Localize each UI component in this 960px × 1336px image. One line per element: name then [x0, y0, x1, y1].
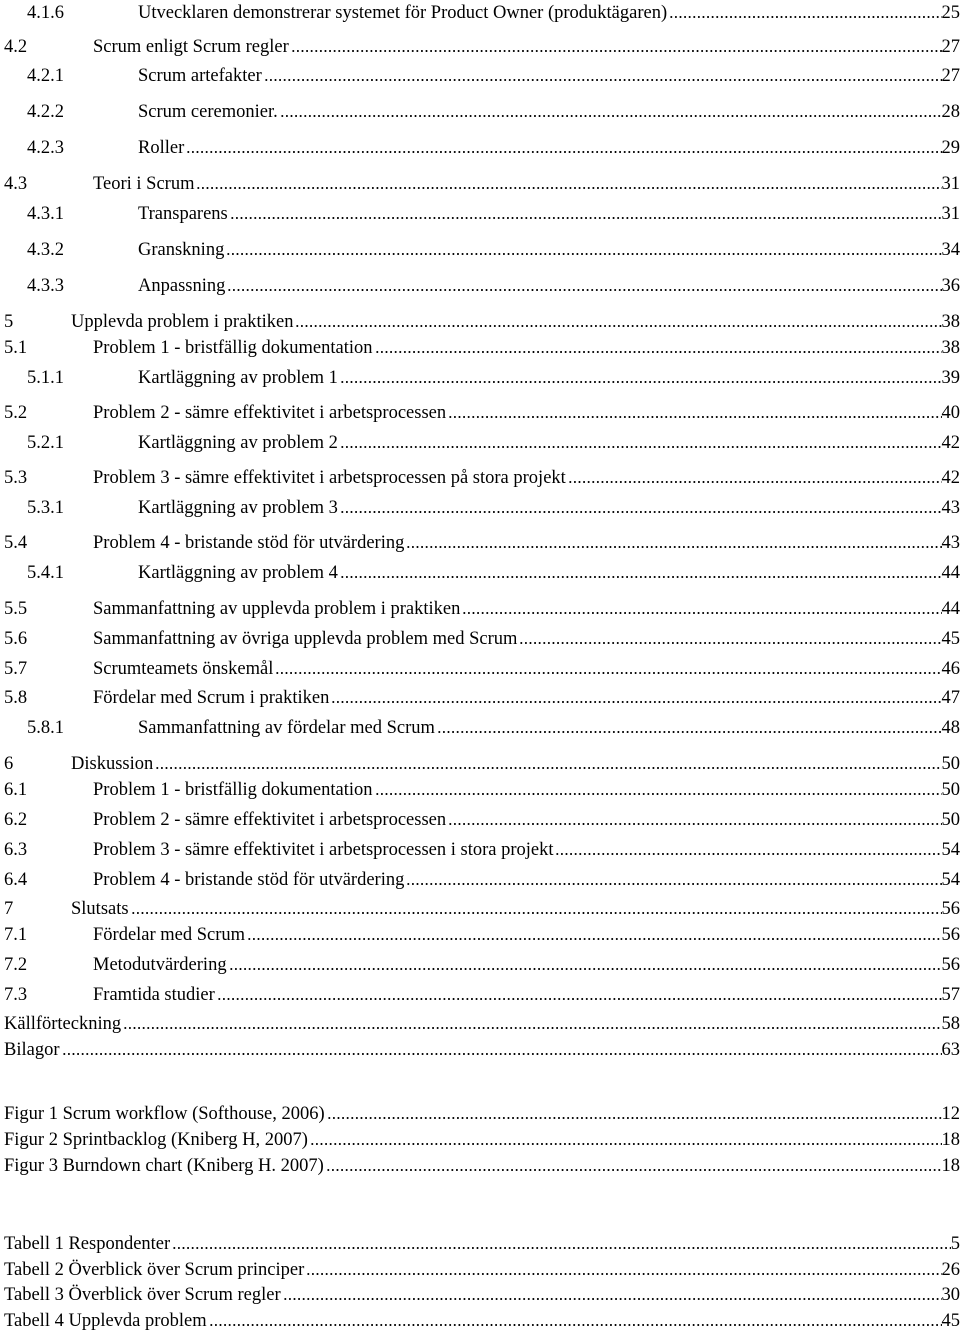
- section-number: 4.2.1: [27, 66, 64, 86]
- section-title: Problem 1 - bristfällig dokumentation: [93, 780, 373, 800]
- toc-entry[interactable]: [0, 898, 960, 920]
- section-title: Problem 2 - sämre effektivitet i arbetsprocessen: [93, 810, 447, 830]
- page-number: 56: [941, 925, 960, 945]
- section-title: Problem 4 - bristande stöd för utvärdering: [93, 533, 405, 553]
- toc-entry[interactable]: [0, 779, 960, 801]
- toc-entry[interactable]: [0, 809, 960, 831]
- dot-leader: [406, 545, 941, 549]
- page-number: 27: [941, 66, 960, 86]
- section-number: 4.3.3: [27, 276, 64, 296]
- section-number: 5.1.1: [27, 368, 64, 388]
- toc-entry[interactable]: [0, 954, 960, 976]
- section-title: Slutsats: [71, 899, 129, 919]
- dot-leader: [310, 1142, 942, 1146]
- section-number: 5.2: [4, 403, 28, 423]
- page-number: 44: [941, 563, 960, 583]
- section-title: Scrumteamets önskemål: [93, 659, 274, 679]
- dot-leader: [568, 480, 942, 484]
- page-number: 50: [941, 754, 960, 774]
- section-number: 4.2.2: [27, 102, 64, 122]
- section-title: Källförteckning: [4, 1014, 122, 1034]
- section-number: 4.2.3: [27, 138, 64, 158]
- figure-title: Figur 2 Sprintbacklog (Kniberg H, 2007): [4, 1130, 308, 1150]
- page-number: 48: [941, 718, 960, 738]
- page-number: 39: [941, 368, 960, 388]
- section-number: 5: [4, 312, 14, 332]
- section-number: 5.8: [4, 688, 28, 708]
- section-number: 6: [4, 754, 14, 774]
- dot-leader: [229, 967, 942, 971]
- page-number: 56: [941, 899, 960, 919]
- section-title: Transparens: [138, 204, 228, 224]
- section-number: 7.1: [4, 925, 28, 945]
- page-number: 42: [941, 433, 960, 453]
- figure-title: Figur 3 Burndown chart (Kniberg H. 2007): [4, 1156, 324, 1176]
- table-entry[interactable]: [0, 1310, 960, 1332]
- dot-leader: [669, 15, 941, 19]
- section-title: Kartläggning av problem 1: [138, 368, 338, 388]
- page-number: 43: [941, 533, 960, 553]
- table-entry[interactable]: [0, 1259, 960, 1281]
- dot-leader: [306, 1272, 941, 1276]
- section-title: Fördelar med Scrum i praktiken: [93, 688, 330, 708]
- section-number: 4.3.2: [27, 240, 64, 260]
- toc-entry[interactable]: [0, 402, 960, 424]
- page-number: 57: [941, 985, 960, 1005]
- toc-entry[interactable]: [0, 101, 960, 123]
- dot-leader: [247, 937, 941, 941]
- section-number: 7.3: [4, 985, 28, 1005]
- dot-leader: [123, 1026, 941, 1030]
- section-title: Scrum artefakter: [138, 66, 262, 86]
- section-title: Problem 4 - bristande stöd för utvärdering: [93, 870, 405, 890]
- page-number: 58: [941, 1014, 960, 1034]
- section-title: Scrum ceremonier.: [138, 102, 278, 122]
- page-number: 47: [941, 688, 960, 708]
- dot-leader: [326, 1168, 942, 1172]
- dot-leader: [331, 700, 941, 704]
- section-title: Problem 3 - sämre effektivitet i arbetsprocessen i stora projekt: [93, 840, 554, 860]
- table-title: Tabell 3 Överblick över Scrum regler: [4, 1285, 281, 1305]
- dot-leader: [375, 350, 942, 354]
- section-title: Scrum enligt Scrum regler: [93, 37, 289, 57]
- dot-leader: [375, 792, 942, 796]
- section-title: Problem 1 - bristfällig dokumentation: [93, 338, 373, 358]
- page-number: 40: [941, 403, 960, 423]
- dot-leader: [196, 186, 941, 190]
- section-title: Diskussion: [71, 754, 154, 774]
- section-number: 7: [4, 899, 14, 919]
- section-number: 6.1: [4, 780, 28, 800]
- toc-entry[interactable]: [0, 839, 960, 861]
- section-title: Problem 2 - sämre effektivitet i arbetsprocessen: [93, 403, 447, 423]
- dot-leader: [448, 822, 941, 826]
- toc-entry[interactable]: [0, 36, 960, 58]
- dot-leader: [226, 252, 941, 256]
- page-number: 38: [941, 338, 960, 358]
- page-number: 30: [941, 1285, 960, 1305]
- dot-leader: [283, 1297, 942, 1301]
- section-title: Utvecklaren demonstrerar systemet för Product Owner (produktägaren): [138, 3, 668, 23]
- page-number: 25: [941, 3, 960, 23]
- section-title: Kartläggning av problem 3: [138, 498, 338, 518]
- toc-entry[interactable]: [0, 137, 960, 159]
- section-number: 4.3: [4, 174, 28, 194]
- section-number: 4.2: [4, 37, 28, 57]
- page-number: 54: [941, 870, 960, 890]
- page-number: 31: [941, 204, 960, 224]
- toc-entry[interactable]: [0, 2, 960, 24]
- section-number: 6.4: [4, 870, 28, 890]
- dot-leader: [227, 288, 941, 292]
- page-number: 44: [941, 599, 960, 619]
- toc-entry[interactable]: [0, 1039, 960, 1061]
- page-number: 45: [941, 629, 960, 649]
- toc-entry[interactable]: [0, 1013, 960, 1035]
- section-number: 4.3.1: [27, 204, 64, 224]
- section-number: 5.2.1: [27, 433, 64, 453]
- dot-leader: [291, 49, 942, 53]
- page-number: 45: [941, 1311, 960, 1331]
- page-number: 50: [941, 810, 960, 830]
- page-number: 18: [941, 1130, 960, 1150]
- section-number: 6.2: [4, 810, 28, 830]
- dot-leader: [340, 380, 942, 384]
- section-number: 5.3.1: [27, 498, 64, 518]
- section-title: Fördelar med Scrum: [93, 925, 246, 945]
- figure-entry[interactable]: [0, 1155, 960, 1177]
- section-number: 5.7: [4, 659, 28, 679]
- section-number: 5.6: [4, 629, 28, 649]
- dot-leader: [264, 78, 942, 82]
- figure-entry[interactable]: [0, 1103, 960, 1125]
- dot-leader: [437, 730, 942, 734]
- section-title: Kartläggning av problem 2: [138, 433, 338, 453]
- dot-leader: [155, 766, 941, 770]
- table-title: Tabell 4 Upplevda problem: [4, 1311, 207, 1331]
- section-number: 5.8.1: [27, 718, 64, 738]
- section-title: Sammanfattning av övriga upplevda problem med Scrum: [93, 629, 518, 649]
- toc-entry[interactable]: [0, 687, 960, 709]
- dot-leader: [186, 150, 941, 154]
- section-number: 5.5: [4, 599, 28, 619]
- section-title: Framtida studier: [93, 985, 215, 1005]
- toc-entry[interactable]: [0, 497, 960, 519]
- page-number: 42: [941, 468, 960, 488]
- toc-entry[interactable]: [0, 467, 960, 489]
- section-number: 7.2: [4, 955, 28, 975]
- table-title: Tabell 1 Respondenter: [4, 1234, 171, 1254]
- dot-leader: [280, 114, 942, 118]
- section-number: 5.3: [4, 468, 28, 488]
- section-title: Metodutvärdering: [93, 955, 227, 975]
- toc-entry[interactable]: [0, 628, 960, 650]
- page-number: 63: [941, 1040, 960, 1060]
- page-number: 50: [941, 780, 960, 800]
- toc-entry[interactable]: [0, 432, 960, 454]
- toc-entry[interactable]: [0, 753, 960, 775]
- page-number: 27: [941, 37, 960, 57]
- figure-entry[interactable]: [0, 1129, 960, 1151]
- toc-entry[interactable]: [0, 984, 960, 1006]
- page-number: 29: [941, 138, 960, 158]
- page-number: 18: [941, 1156, 960, 1176]
- dot-leader: [448, 415, 941, 419]
- toc-entry[interactable]: [0, 532, 960, 554]
- page-number: 43: [941, 498, 960, 518]
- section-title: Granskning: [138, 240, 225, 260]
- toc-entry[interactable]: [0, 275, 960, 297]
- dot-leader: [172, 1246, 951, 1250]
- page-number: 34: [941, 240, 960, 260]
- page-number: 28: [941, 102, 960, 122]
- page-number: 54: [941, 840, 960, 860]
- dot-leader: [131, 911, 942, 915]
- page-number: 56: [941, 955, 960, 975]
- page-number: 31: [941, 174, 960, 194]
- page-number: 36: [941, 276, 960, 296]
- section-number: 6.3: [4, 840, 28, 860]
- dot-leader: [462, 611, 941, 615]
- dot-leader: [217, 997, 942, 1001]
- dot-leader: [406, 882, 941, 886]
- section-number: 5.1: [4, 338, 28, 358]
- dot-leader: [275, 671, 941, 675]
- dot-leader: [555, 852, 941, 856]
- toc-entry[interactable]: [0, 239, 960, 261]
- section-title: Roller: [138, 138, 185, 158]
- section-number: 5.4.1: [27, 563, 64, 583]
- toc-entry[interactable]: [0, 367, 960, 389]
- figure-title: Figur 1 Scrum workflow (Softhouse, 2006): [4, 1104, 325, 1124]
- toc-entry[interactable]: [0, 717, 960, 739]
- dot-leader: [340, 445, 942, 449]
- toc-entry[interactable]: [0, 924, 960, 946]
- section-title: Upplevda problem i praktiken: [71, 312, 294, 332]
- section-title: Bilagor: [4, 1040, 60, 1060]
- toc-entry[interactable]: [0, 311, 960, 333]
- dot-leader: [62, 1052, 942, 1056]
- table-entry[interactable]: [0, 1284, 960, 1306]
- toc-entry[interactable]: [0, 203, 960, 225]
- page-number: 5: [950, 1234, 960, 1254]
- section-title: Problem 3 - sämre effektivitet i arbetsprocessen på stora projekt: [93, 468, 566, 488]
- section-title: Sammanfattning av fördelar med Scrum: [138, 718, 435, 738]
- toc-entry[interactable]: [0, 65, 960, 87]
- toc-entry[interactable]: [0, 658, 960, 680]
- toc-entry[interactable]: [0, 173, 960, 195]
- section-number: 4.1.6: [27, 3, 64, 23]
- toc-entry[interactable]: [0, 562, 960, 584]
- dot-leader: [209, 1323, 942, 1327]
- page-number: 26: [941, 1260, 960, 1280]
- table-entry[interactable]: [0, 1233, 960, 1255]
- toc-entry[interactable]: [0, 869, 960, 891]
- dot-leader: [295, 324, 941, 328]
- section-title: Teori i Scrum: [93, 174, 195, 194]
- dot-leader: [230, 216, 942, 220]
- toc-entry[interactable]: [0, 337, 960, 359]
- section-title: Anpassning: [138, 276, 226, 296]
- section-title: Sammanfattning av upplevda problem i praktiken: [93, 599, 461, 619]
- dot-leader: [519, 641, 941, 645]
- dot-leader: [327, 1116, 942, 1120]
- table-title: Tabell 2 Överblick över Scrum principer: [4, 1260, 305, 1280]
- page-number: 38: [941, 312, 960, 332]
- section-title: Kartläggning av problem 4: [138, 563, 338, 583]
- page-number: 12: [941, 1104, 960, 1124]
- section-number: 5.4: [4, 533, 28, 553]
- dot-leader: [340, 575, 942, 579]
- toc-entry[interactable]: [0, 598, 960, 620]
- dot-leader: [340, 510, 942, 514]
- page-number: 46: [941, 659, 960, 679]
